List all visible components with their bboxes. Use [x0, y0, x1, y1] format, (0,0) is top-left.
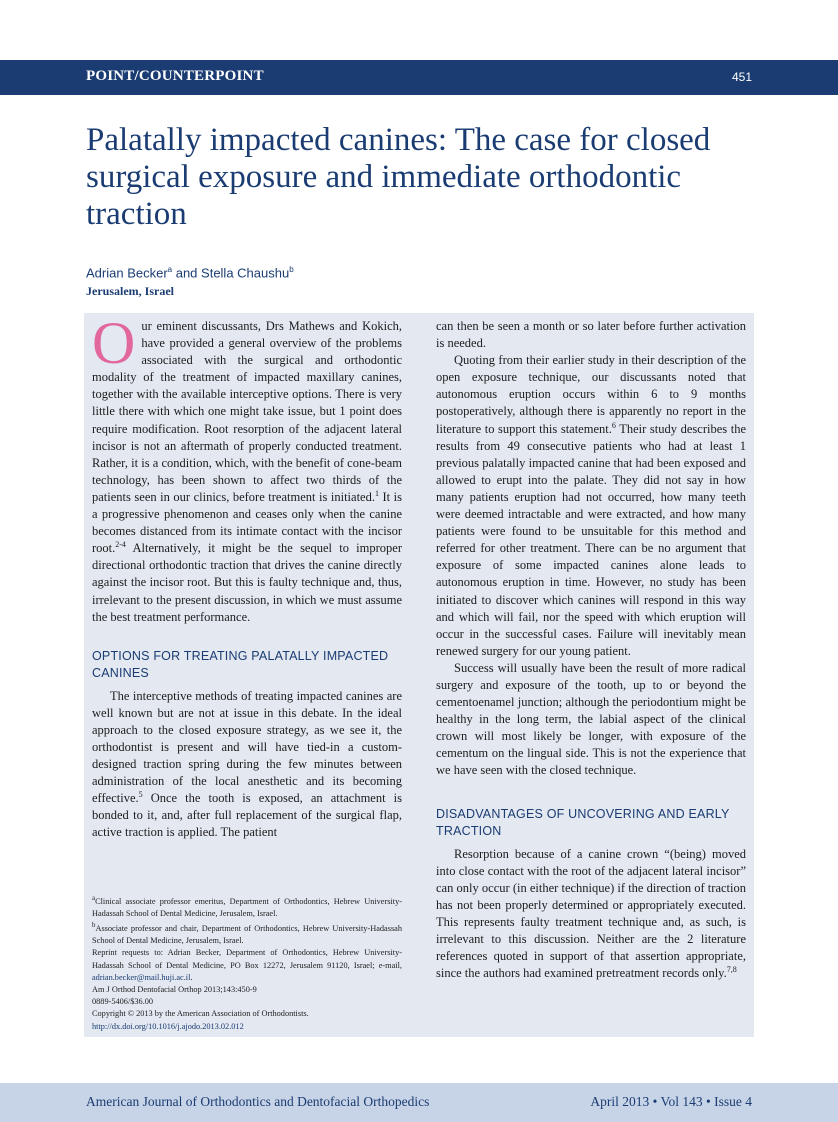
- footnote-text: Associate professor and chair, Department of Orthodontics, Hebrew University-Hadassah School of Dental Medicine, Jerusalem, Israel.: [92, 923, 402, 946]
- author-affiliation-mark: b: [289, 265, 294, 274]
- reprint-request: [92, 947, 402, 984]
- right-column: [436, 318, 746, 982]
- paragraph: Success will usually have been the result of more radical surgery and exposure of the tooth, up to or beyond the cementoenamel junction; although the periodontium might be healthy in the long term, the labial aspect of the clinical crown will most likely be longer, with exposure of the cementum on the lingual side. This is not the experience that we have seen with the closed technique.: [436, 660, 746, 778]
- section-header-band: [0, 60, 838, 95]
- paragraph: [92, 688, 402, 842]
- paragraph: [436, 846, 746, 983]
- left-column: [92, 310, 402, 842]
- paragraph-text: Resorption because of a canine crown “(being) moved into close contact with the root of the adjacent lateral incisor” can only occur (in either technique) if the direction of traction has not been properly determined or appropriately executed. This represents faulty treatment technique and, as such, is irrelevant to this discussion. Neither are the 2 literature references quoted in support of that assertion appropriate, since the authors had examined pretreatment records only.: [436, 846, 746, 981]
- journal-footer-band: [0, 1083, 838, 1122]
- copyright-line: Copyright © 2013 by the American Association of Orthodontists.: [92, 1009, 309, 1019]
- article-title: Palatally impacted canines: The case for closed surgical exposure and immediate orthodontic traction: [86, 122, 711, 232]
- footnotes: [92, 893, 402, 1033]
- reference-mark[interactable]: 7,8: [726, 965, 737, 975]
- paragraph-text: It is a progressive phenomenon and ceases only when the canine becomes distanced from its intimate contact with the incisor root.: [92, 489, 402, 556]
- reference-mark[interactable]: 2-4: [115, 540, 126, 550]
- reference-mark[interactable]: 5: [138, 790, 143, 800]
- price-line: 0889-5406/$36.00: [92, 997, 154, 1007]
- section-heading: DISADVANTAGES OF UNCOVERING AND EARLY TRACTION: [436, 806, 730, 838]
- paragraph-text: ur eminent discussants, Drs Mathews and Kokich, have provided a general overview of the problems associated with the surgical and orthodontic modality of the treatment of impacted maxillary canines, together with the available interceptive options. There is very little there with which one might take issue, but 1 point does require modification. Root resorption of the adjacent lateral incisor is not an aftermath of properly conducted treatment. Rather, it is a condition, which, with the benefit of cone-beam technology, has been shown to affect two thirds of the patients seen in our clinics, before treatment is initiated.: [92, 319, 402, 504]
- footnote: [92, 920, 402, 947]
- author-name: Adrian Becker: [86, 265, 168, 281]
- author-affiliation: Jerusalem, Israel: [86, 284, 174, 298]
- author-name: Stella Chaushu: [201, 265, 290, 281]
- footnote: [92, 893, 402, 920]
- reference-mark[interactable]: 6: [611, 420, 616, 430]
- paragraph: [436, 352, 746, 660]
- paragraph-text: Once the tooth is exposed, an attachment is bonded to it, and, after full replacement of the surgical flap, active traction is applied. The patient: [92, 791, 402, 840]
- author-line: [86, 265, 294, 280]
- journal-name: American Journal of Orthodontics and Dentofacial Orthopedics: [86, 1094, 430, 1109]
- issue-info: April 2013 • Vol 143 • Issue 4: [590, 1094, 752, 1109]
- drop-cap: O: [92, 310, 136, 376]
- page-number: 451: [732, 70, 753, 84]
- author-conjunction: and: [172, 265, 202, 281]
- paragraph-text: The interceptive methods of treating impacted canines are well known but are not at issue in this debate. In the ideal approach to the closed exposure strategy, as we see it, the orthodontist is present and will have tied-in a custom-designed traction spring during the few minutes between administration of the local anesthetic and its becoming effective.: [92, 688, 402, 806]
- footnote-mark: a: [92, 895, 96, 902]
- footnote-text: Clinical associate professor emeritus, Department of Orthodontics, Hebrew University-Hadassah School of Dental Medicine, Jerusalem, Israel.: [92, 896, 402, 918]
- footnote-text: Reprint requests to: Adrian Becker, Department of Orthodontics, Hebrew University-Hadassah School of Dental Medicine, PO Box 12272, Jerusalem 91120, Israel; e-mail,: [92, 948, 402, 970]
- doi-link[interactable]: http://dx.doi.org/10.1016/j.ajodo.2013.02.012: [92, 1021, 244, 1031]
- citation-line: Am J Orthod Dentofacial Orthop 2013;143:450-9: [92, 984, 257, 994]
- section-heading: OPTIONS FOR TREATING PALATALLY IMPACTED CANINES: [92, 648, 389, 680]
- author-affiliation-mark: a: [167, 265, 173, 274]
- email-link[interactable]: adrian.becker@mail.huji.ac.il: [92, 972, 191, 982]
- paragraph: [92, 310, 402, 626]
- paragraph-text: Alternatively, it might be the sequel to improper directional orthodontic traction that drives the canine directly against the incisor root. But this is faulty technique and, thus, irrelevant to the present discussion, in which we must assume the best treatment performance.: [92, 541, 402, 624]
- footnote-text: .: [190, 972, 193, 982]
- reference-mark[interactable]: 1: [374, 488, 379, 498]
- paragraph: can then be seen a month or so later before further activation is needed.: [436, 319, 746, 351]
- paragraph-text: Quoting from their earlier study in their description of the open exposure technique, our discussants noted that autonomous eruption occurs within 6 to 9 months postoperatively, although there is apparently no report in the literature to support this statement.: [436, 353, 746, 436]
- footnote-mark: b: [92, 922, 96, 930]
- paragraph-text: Their study describes the results from 49 consecutive patients who had at least 1 previous palatally impacted canine that had been exposed and allowed to erupt into the palate. They did not say in how many patients eruption had not occurred, how many teeth were deemed intractable and were extracted, and how many patients were found to be unsuitable for this method and referred for other treatment. There can be no argument that exposure of some impacted canines alone leads to autonomous eruption in time. However, no study has been initiated to discover which canines will respond in this way and which will fail, nor the speed with which eruption will occur in the successful cases. Failure will inevitably mean renewed surgery for our young patient.: [436, 421, 746, 658]
- section-label: POINT/COUNTERPOINT: [86, 68, 264, 84]
